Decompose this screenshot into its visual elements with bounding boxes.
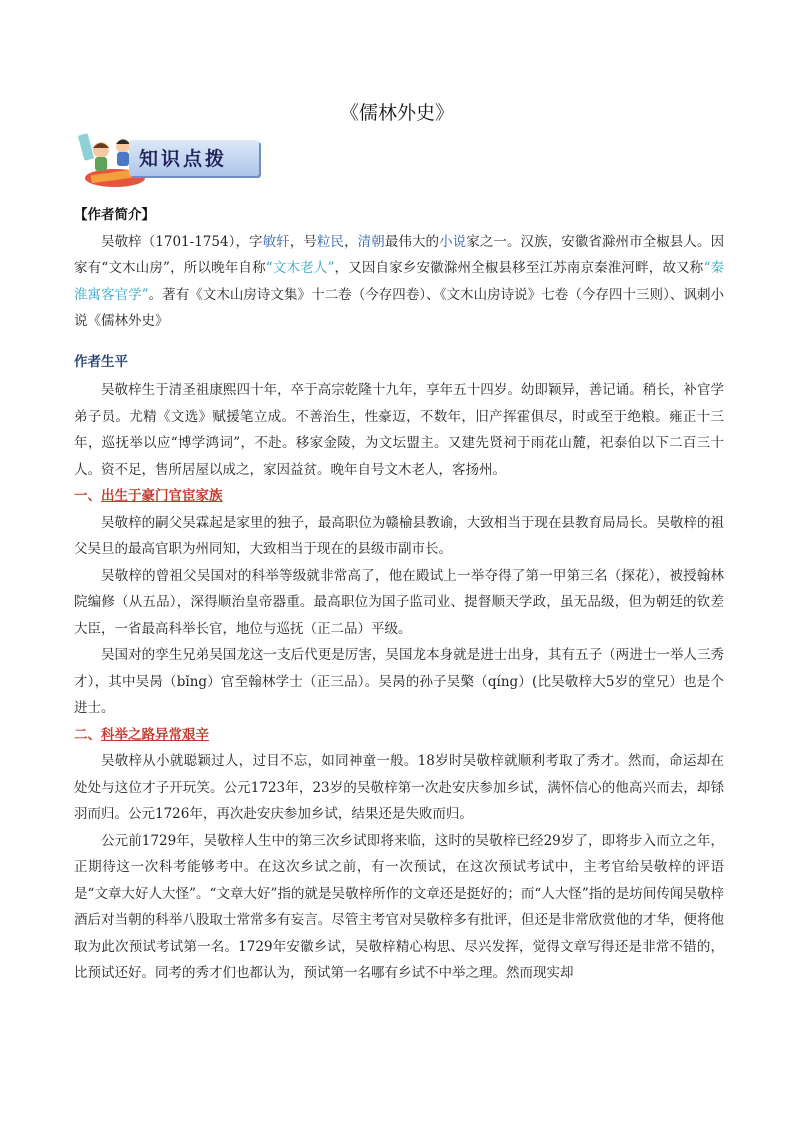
section1-heading (74, 483, 724, 510)
intro-dynasty: 清朝 (357, 233, 385, 250)
life-paragraph: 吴敬梓生于清圣祖康熙四十年，卒于高宗乾隆十九年，享年五十四岁。幼即颖异，善记诵。稍长，补官学弟子员。尤精《文选》赋援笔立成。不善治生，性豪迈，不数年，旧产挥霍俱尽，时或至于绝粮。雍正十三年，巡抚举以应“博学鸿词”，不赴。移家金陵，为文坛盟主。又建先贤祠于雨花山麓，祀泰伯以下二百三十人。资不足，售所居屋以成之，家因益贫。晚年自号文木老人，客扬州。 (74, 382, 724, 478)
section1-title: 出生于豪门官宦家族 (101, 488, 223, 504)
intro-novel: 小说 (439, 233, 467, 250)
intro-art-name: 粒民 (316, 233, 345, 250)
life-subtitle: 作者生平 (74, 353, 128, 370)
section1-number: 一、 (74, 488, 101, 504)
section1-paragraph-1: 吴敬梓的嗣父吴霖起是家里的独子，最高职位为赣榆县教谕，大致相当于现在县教育局局长。吴敬梓的祖父吴旦的最高官职为州同知，大致相当于现在的县级市副市长。 (74, 514, 724, 557)
knowledge-badge (77, 128, 263, 190)
intro-heading: 【作者简介】 (74, 207, 155, 223)
intro-text: ， (344, 233, 358, 250)
section1-paragraph-2: 吴敬梓的曾祖父吴国对的科举等级就非常高了，他在殿试上一举夺得了第一甲第三名（探花），被授翰林院编修（从五品），深得顺治皇帝器重。最高职位为国子监司业、提督顺天学政，虽无品级，但为朝廷的钦差大臣，一省最高科举长官，地位与巡抚（正二品）平级。 (74, 567, 724, 637)
intro-text: 。著有《文木山房诗文集》十二卷（今存四卷）、《文木山房诗说》七卷（今存四十三则）、讽刺小说《儒林外史》 (74, 286, 724, 329)
section2-paragraph-2: 公元前1729年，吴敬梓人生中的第三次乡试即将来临，这时的吴敬梓已经29岁了，即将步入而立之年，正期待这一次科考能够考中。在这次乡试之前，有一次预试，在这次预试考试中，主考官给吴敬梓的评语是“文章大好人大怪”。“文章大好”指的就是吴敬梓所作的文章还是挺好的；而“人大怪”指的是坊间传闻吴敬梓酒后对当朝的科举八股取士常常多有妄言。尽管主考官对吴敬梓多有批评，但还是非常欣赏他的才华，便将他取为此次预试考试第一名。1729年安徽乡试，吴敬梓精心构思、尽兴发挥，觉得文章写得还是非常不错的，比预试还好。同考的秀才们也都认为，预试第一名哪有乡试不中举之理。然而现实却 (74, 832, 724, 981)
article-body (74, 202, 724, 987)
intro-text: 最伟大的 (384, 233, 440, 250)
intro-qinhuai: “秦淮寓客官学” (74, 260, 725, 303)
intro-text: 吴敬梓（1701-1754），字 (101, 233, 263, 250)
section2-paragraph-1: 吴敬梓从小就聪颖过人，过目不忘，如同神童一般。18岁时吴敬梓就顺利考取了秀才。然而，命运却在处处与这位才子开玩笑。公元1723年，23岁的吴敬梓第一次赴安庆参加乡试，满怀信心的他高兴而去，却铩羽而归。公元1726年，再次赴安庆参加乡试，结果还是失败而归。 (74, 753, 724, 822)
intro-text: 家之一。汉族，安徽省滁州市全椒县人。因家有“文木山房”，所以晚年自称 (74, 233, 725, 276)
badge-label: 知识点拨 (139, 148, 228, 170)
intro-wenmu-laoren: “文木老人” (265, 260, 335, 276)
document-title: 《儒林外史》 (339, 102, 454, 124)
intro-paragraph (74, 229, 724, 335)
intro-text: ，又因自家乡安徽滁州全椒县移至江苏南京秦淮河畔，故又称 (334, 260, 704, 276)
section2-title: 科举之路异常艰辛 (101, 726, 209, 743)
section2-number: 二、 (74, 726, 101, 743)
intro-courtesy-name: 敏轩 (262, 233, 290, 250)
section2-heading (74, 722, 724, 749)
intro-text: ，号 (289, 233, 317, 250)
section1-paragraph-3: 吴国对的孪生兄弟吴国龙这一支后代更是厉害，吴国龙本身就是进士出身，其有五子（两进士一举人三秀才），其中吴昺（bǐng）官至翰林学士（正三品）。吴昺的孙子吴檠（qíng）(比吴敬梓大5岁的堂兄）也是个进士。 (74, 647, 724, 716)
